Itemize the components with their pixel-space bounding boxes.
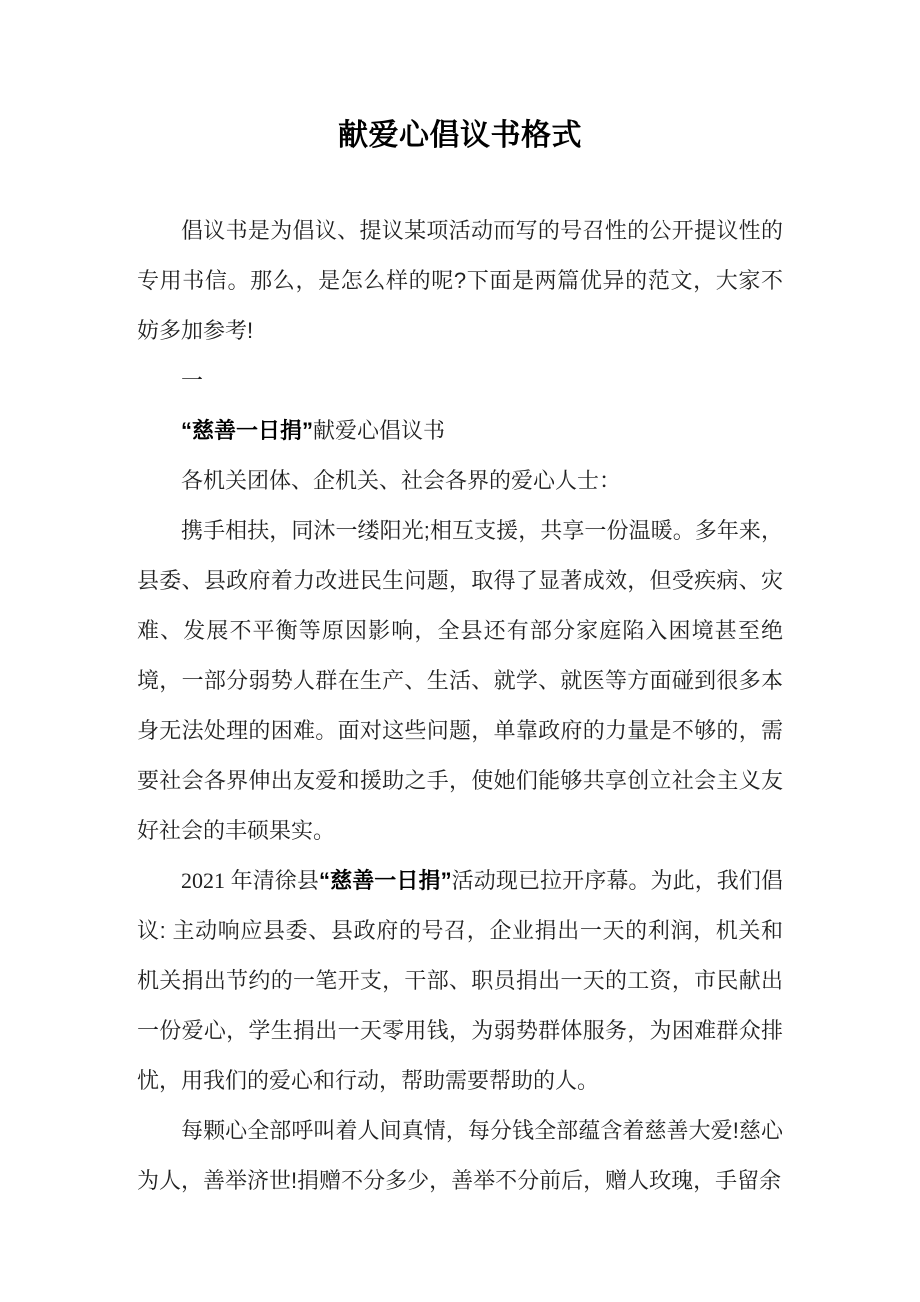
text-run: 2021 xyxy=(181,868,231,893)
text-run: 年清徐县 xyxy=(230,868,319,893)
paragraph xyxy=(137,856,783,1106)
text-run: “慈善一日捐” xyxy=(181,418,314,443)
paragraph xyxy=(137,1106,783,1206)
text-run: 献爱心倡议书 xyxy=(313,418,446,443)
document-title: 献爱心倡议书格式 xyxy=(338,119,582,152)
text-run: “慈善一日捐” xyxy=(319,868,452,893)
paragraph xyxy=(137,356,783,406)
paragraph xyxy=(137,506,783,856)
text-run: 各机关团体、企机关、社会各界的爱心人士： xyxy=(181,468,622,493)
paragraph xyxy=(137,406,783,456)
text-run: 携手相扶，同沐一缕阳光;相互支援，共享一份温暖。多年来，县委、县政府着力改进民生问题，取得了显著成效，但受疾病、灾难、发展不平衡等原因影响，全县还有部分家庭陷入困境甚至绝境，一部分弱势人群在生产、生活、就学、就医等方面碰到很多本身无法处理的困难。面对这些问题，单靠政府的力量是不够的，需要社会各界伸出友爱和援助之手，使她们能够共享创立社会主义友好社会的丰硕果实。 xyxy=(137,518,783,843)
paragraph xyxy=(137,456,783,506)
text-run: 一 xyxy=(181,368,204,393)
text-run: 倡议书是为倡议、提议某项活动而写的号召性的公开提议性的专用书信。那么，是怎么样的呢?下面是两篇优异的范文，大家不妨多加参考! xyxy=(137,218,783,343)
text-run: 活动现已拉开序幕。为此，我们倡议: 主动响应县委、县政府的号召，企业捐出一天的利润，机关和机关捐出节约的一笔开支，干部、职员捐出一天的工资，市民献出一份爱心，学生捐出一天零用钱，为弱势群体服务，为困难群众排忧，用我们的爱心和行动，帮助需要帮助的人。 xyxy=(137,868,783,1093)
text-run: 每颗心全部呼叫着人间真情，每分钱全部蕴含着慈善大爱!慈心为人，善举济世!捐赠不分多少，善举不分前后，赠人玫瑰，手留余 xyxy=(137,1118,783,1193)
paragraph xyxy=(137,206,783,356)
document-body xyxy=(137,206,783,1206)
